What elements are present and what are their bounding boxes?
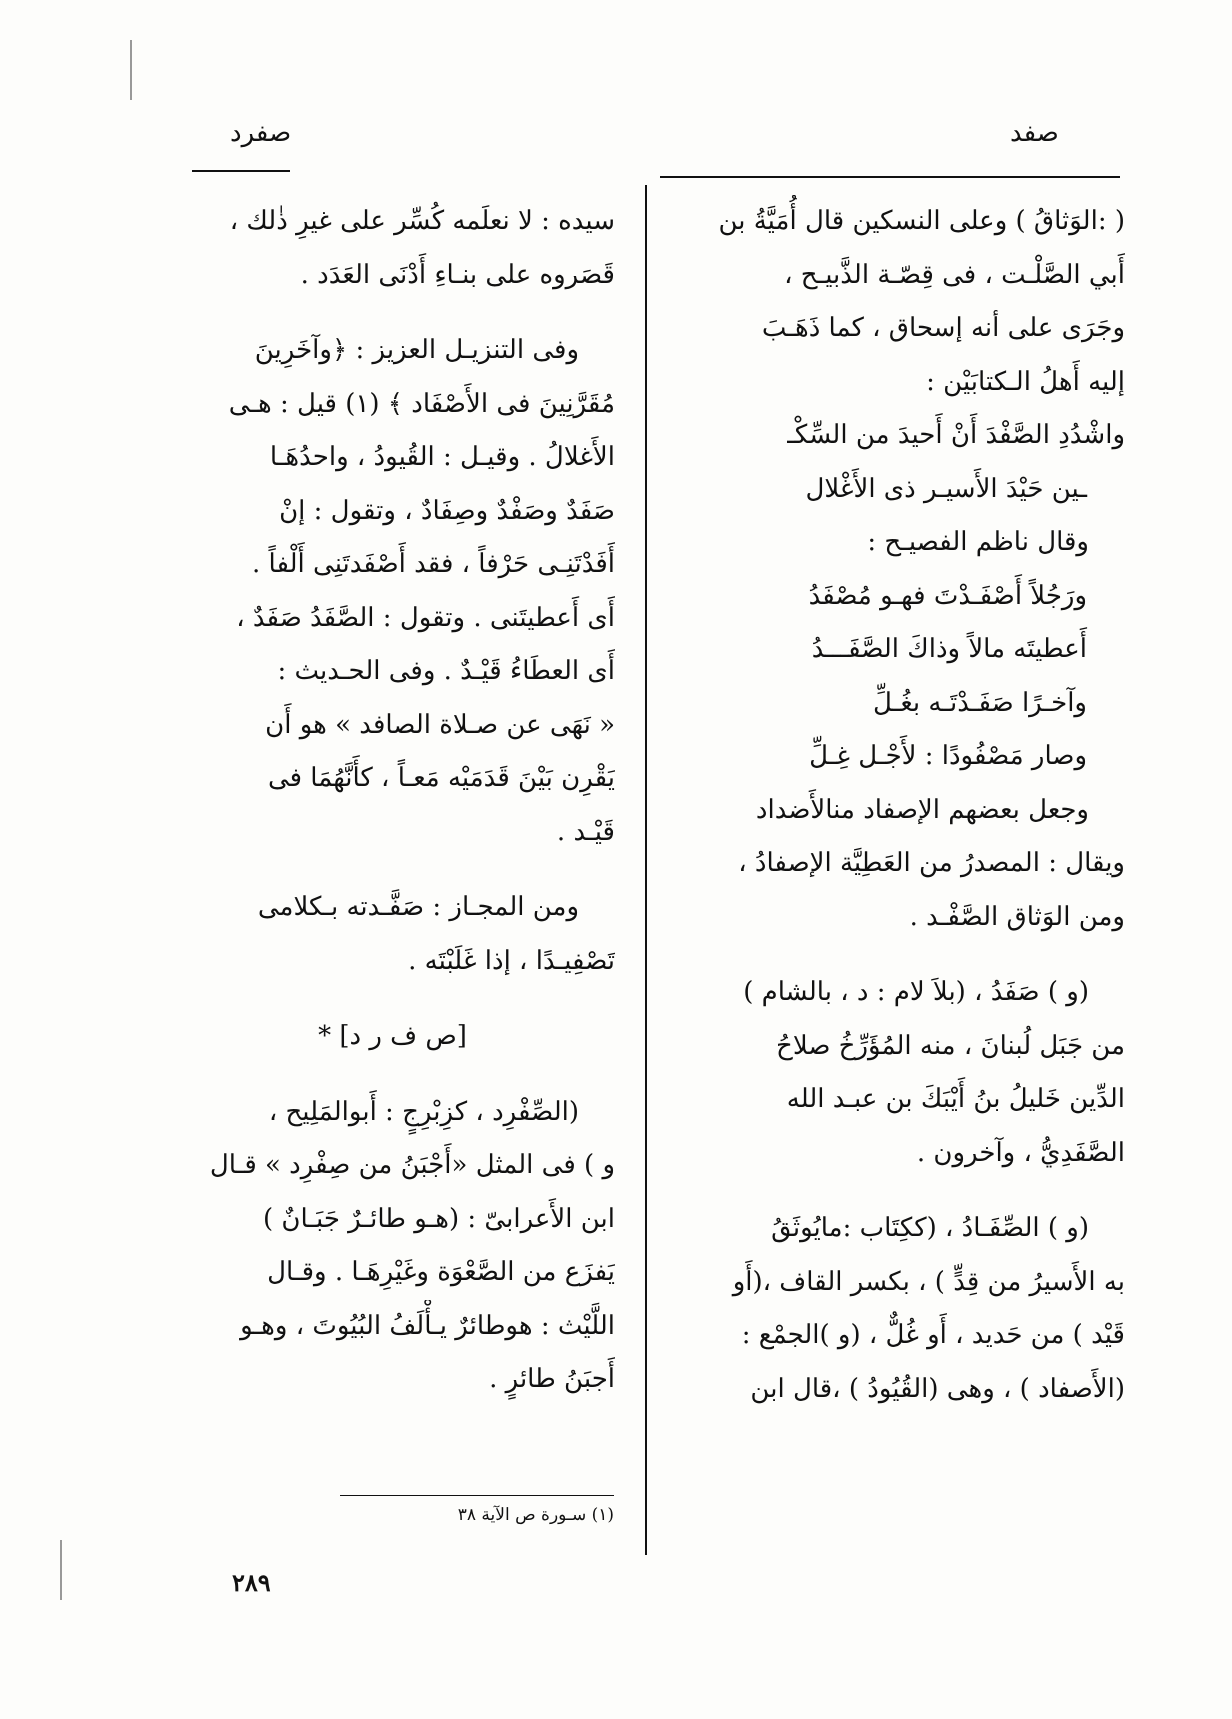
- text-line: ويقال : المصدرُ من العَطِيَّة الإصفادُ ،: [738, 848, 1125, 878]
- verse-line: وصار مَصْفُودًا : لأَجْـل غِـلِّ: [809, 741, 1087, 771]
- text-line: قَيْـد .: [556, 816, 615, 847]
- text-line: صَفَدٌ وصَفْدٌ وصِفَادٌ ، وتقول : إنْ: [279, 495, 615, 526]
- text-line: وفى التنزيـل العزيز : ﴿وآخَرِينَ: [254, 335, 579, 365]
- text-line: الصَّفَدِيُّ ، وآخرون .: [916, 1137, 1125, 1168]
- right-column: [680, 195, 1125, 1416]
- page-number: ٢٨٩: [232, 1568, 271, 1597]
- text-line: إليه أَهلُ الـكتابَيْن :: [926, 366, 1125, 397]
- header-rule-right: [660, 176, 1120, 178]
- text-line: « نَهَى عن صـلاة الصافد » هو أَن: [265, 709, 615, 740]
- verse-line: وآخـرًا صَفَـدْتَـه بغُـلِّ: [873, 687, 1087, 718]
- scan-mark: [60, 1540, 62, 1600]
- text-line: أَفَدْتَنِـى حَرْفاً ، فقد أَصْفَدتَنِى أَلْفاً .: [252, 549, 615, 579]
- entry-line: (و ) صَفَدُ ، (بلاَ لام : د ، بالشام ): [743, 977, 1089, 1007]
- text-line: من جَبَل لُبنانَ ، منه المُؤَرِّخُ صلاحُ: [776, 1030, 1125, 1061]
- verse-line: ـين حَيْدَ الأَسيـر ذى الأَغْلال: [805, 473, 1087, 504]
- header-rule-left: [192, 170, 290, 172]
- entry-line: (و ) الصِّفَـادُ ، (ككِتَاب :مايُوثَقُ: [771, 1213, 1089, 1243]
- text-line: وجَرَى على أنه إسحاق ، كما ذَهَـبَ: [761, 313, 1125, 343]
- text-line: قَيْد ) من حَديد ، أَو غُلٌّ ، (و )الجمْع :: [741, 1320, 1125, 1350]
- scan-mark: [130, 40, 132, 100]
- running-header-right: صفد: [1010, 118, 1059, 148]
- text-line: (الأَصفاد ) ، وهى (القُيُودُ ) ،قال ابن: [750, 1373, 1125, 1404]
- verse-line: أَعطيتَه مالاً وذاكَ الصَّفَـــدُ: [811, 634, 1087, 664]
- running-header-left: صفرد: [230, 118, 292, 148]
- entry-heading: [ص ف ر د] *: [318, 1021, 467, 1051]
- footnote-rule: [340, 1495, 614, 1496]
- text-line: ( :الوَثاقُ ) وعلى النسكين قال أُمَيَّةُ بن: [718, 206, 1125, 236]
- text-line: الدِّين خَليلُ بنُ أَيْبَكَ بن عبـد الله: [786, 1084, 1125, 1114]
- text-line: أَى العطَاءُ قَيْـدٌ . وفى الحـديث :: [277, 656, 615, 686]
- text-line: سيده : لا نعلَمه كُسِّر على غيرِ ذٰلك ،: [229, 206, 615, 236]
- text-line: و ) فى المثل «أَجْبَنُ من صِفْرِد » قـال: [209, 1150, 615, 1180]
- text-line: تَصْفِيـدًا ، إذا غَلَبْتَه .: [408, 945, 615, 976]
- verse-line: واشْدُدِ الصَّفْدَ أَنْ أَحيدَ من السِّكْـ: [787, 420, 1125, 450]
- text-line: ابن الأَعرابىّ : (هـو طائـرٌ جَبَـانٌ ): [262, 1203, 615, 1234]
- text-line: أَى أَعطيتَنى . وتقول : الصَّفَدُ صَفَدٌ ،: [236, 602, 615, 633]
- text-line: يَقْرِن بَيْنَ قَدَمَيْه مَعـاً ، كأَنَّهُمَا فى: [267, 763, 615, 793]
- text-line: أَجبَنُ طائرٍ .: [489, 1364, 615, 1394]
- text-line: الأَغلالُ . وقيـل : القُيودُ ، واحدُهَـا: [269, 442, 615, 472]
- verse-line: ورَجُلاً أَصْفَـدْتَ فهـو مُصْفَدُ: [808, 580, 1087, 611]
- text-line: ومن المجـاز : صَفَّـدته بـكلامى: [257, 892, 579, 922]
- left-column: [170, 195, 615, 1407]
- text-line: قَصَروه على بنـاءِ أَدْنَى العَدَد .: [300, 259, 615, 290]
- text-line: وجعل بعضهم الإصفاد منالأَضداد: [755, 794, 1089, 825]
- text-line: اللَّيْث : هوطائرٌ يـأْلَفُ البُيُوتَ ، وهـو: [240, 1310, 615, 1341]
- text-line: به الأَسيرُ من قِدٍّ ) ، بكسر القاف ،(أَو: [732, 1266, 1125, 1297]
- entry-line: (الصِّفْرِد ، كزِبْرِجٍ : أَبوالمَلِيح ،: [268, 1096, 579, 1127]
- text-line: ومن الوَثاق الصَّفْـد .: [909, 901, 1125, 932]
- text-line: أَبي الصَّلْـت ، فى قِصّـة الذَّبيـح ،: [784, 259, 1125, 290]
- column-divider: [645, 185, 647, 1555]
- text-line: وقال ناظم الفصيـح :: [867, 527, 1089, 557]
- footnote: (١) سـورة ص الآية ٣٨: [457, 1505, 614, 1525]
- text-line: مُقَرَّنِينَ فى الأَصْفَاد ﴾ (١) قيل : هـى: [228, 388, 615, 419]
- text-line: يَفزَع من الصَّعْوَة وغَيْرِهَـا . وقـال: [267, 1257, 615, 1287]
